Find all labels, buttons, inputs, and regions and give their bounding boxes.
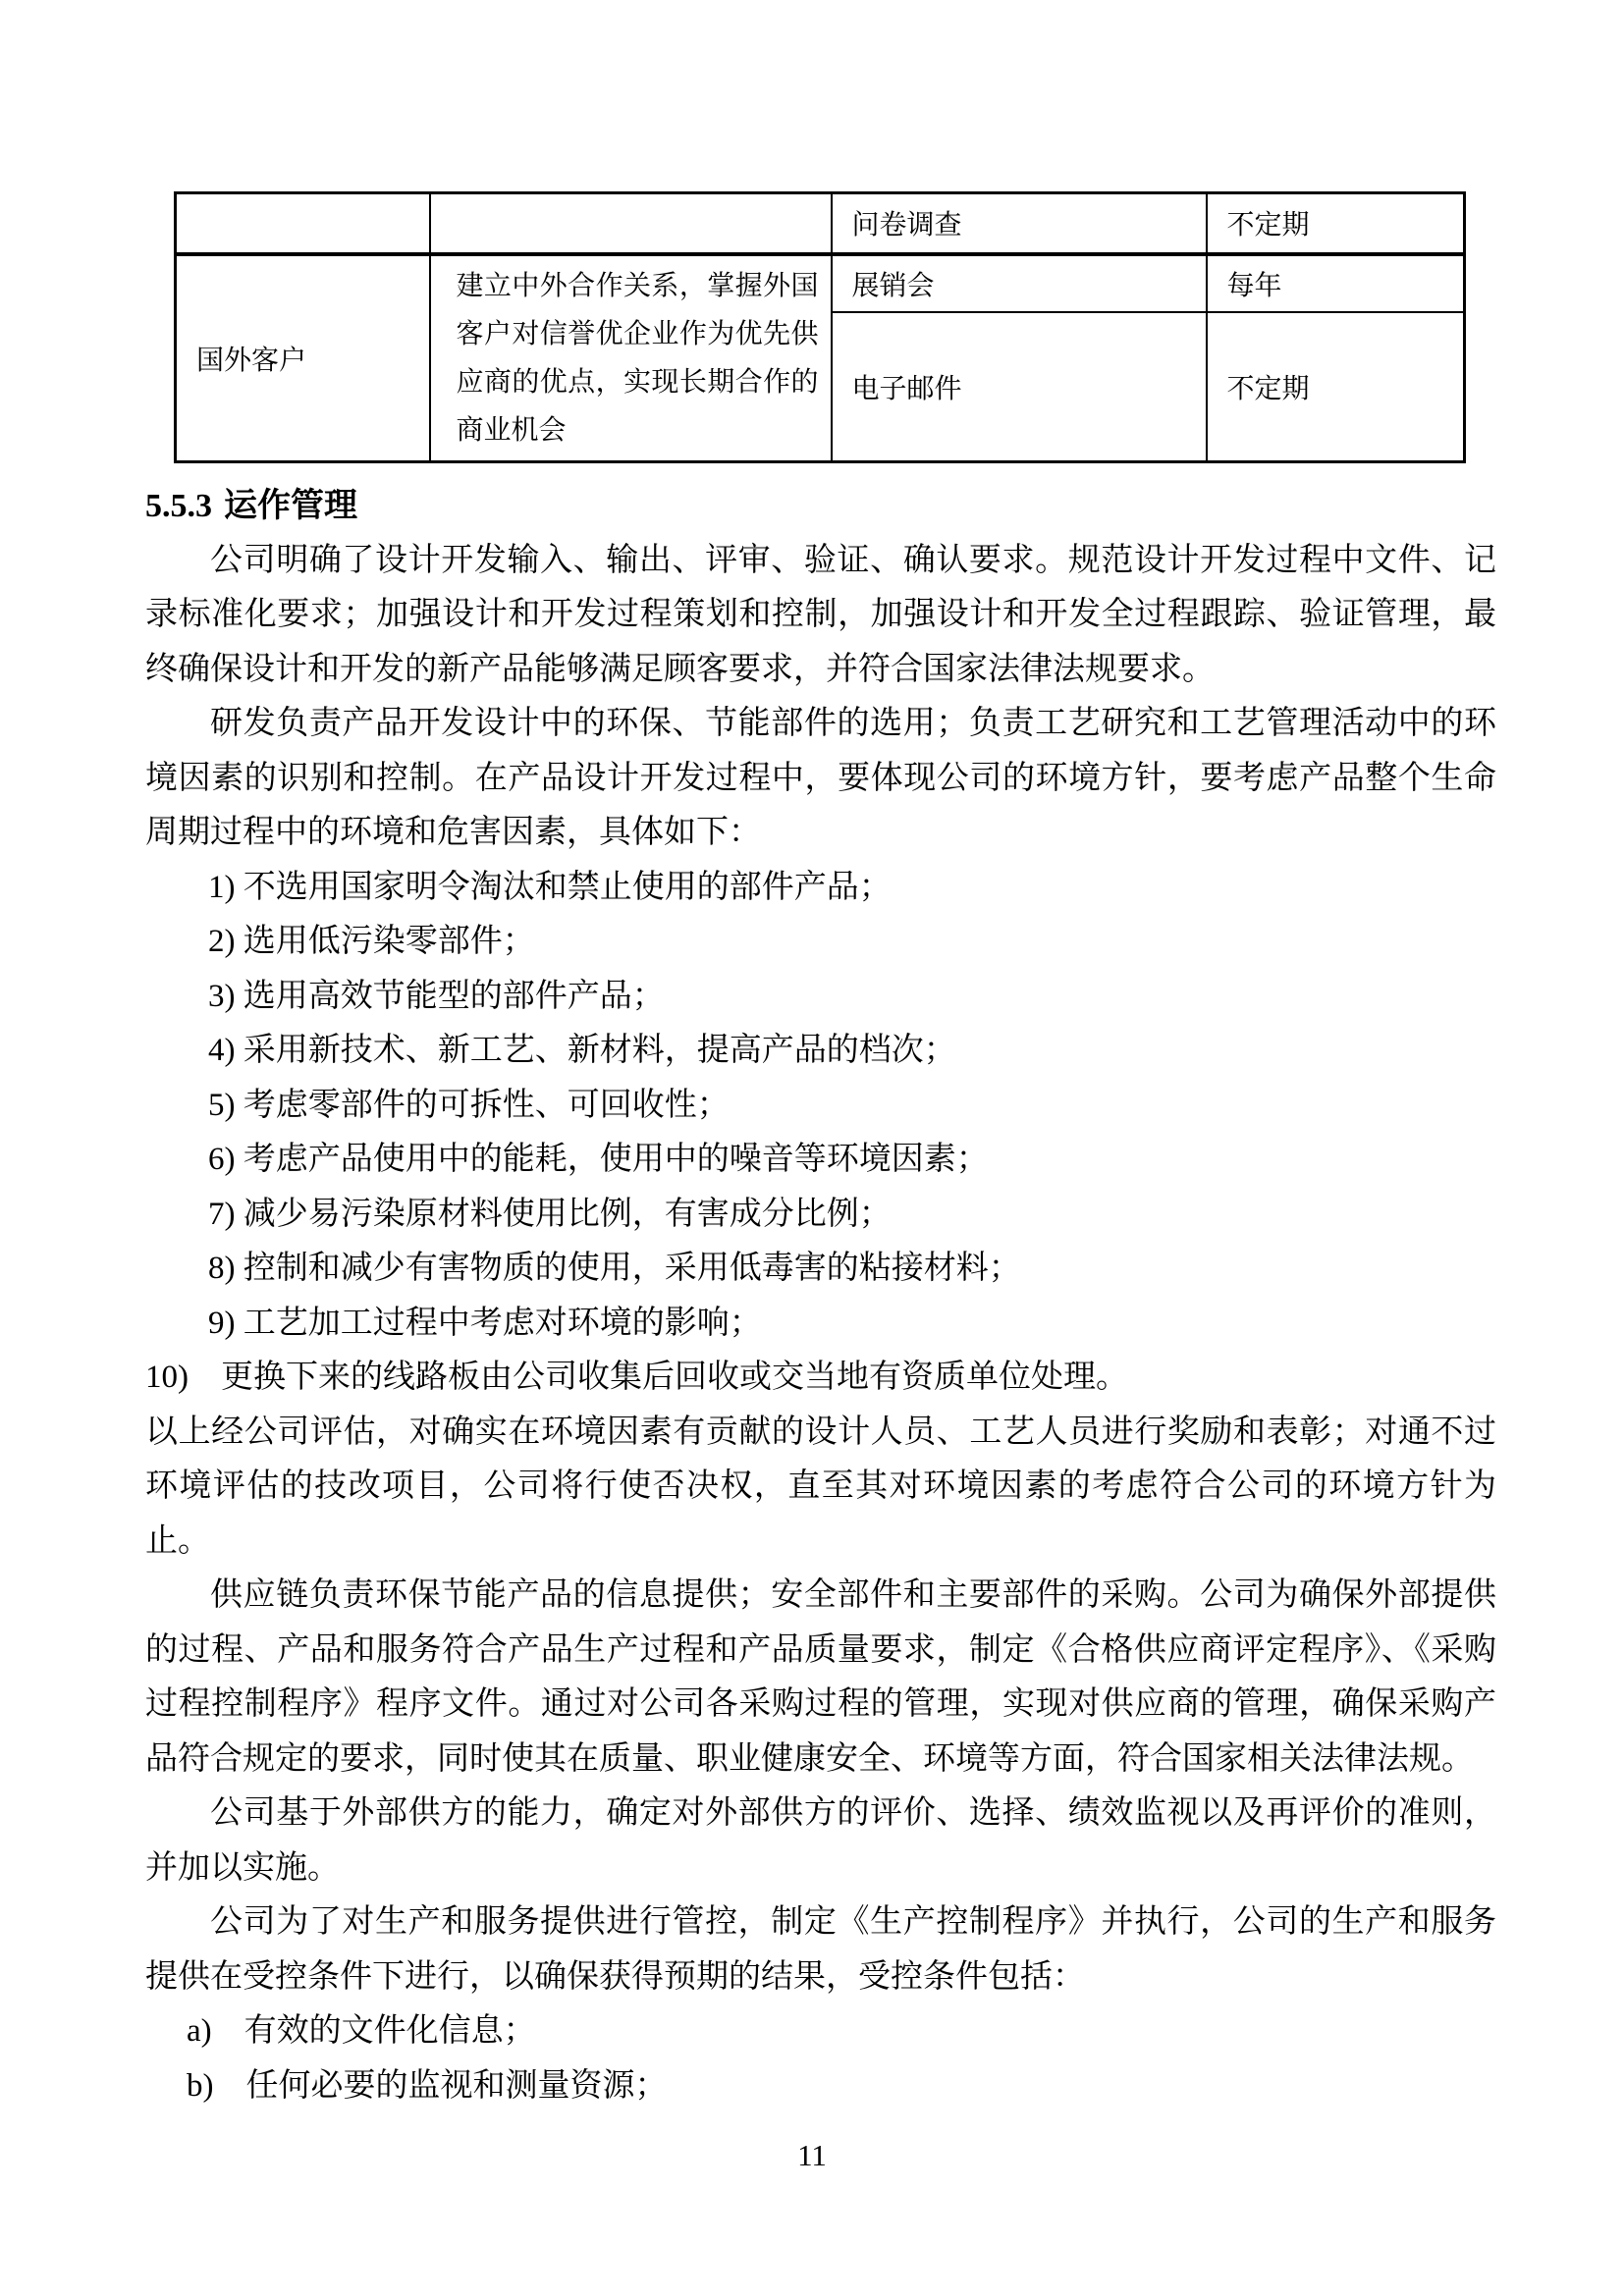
controlled-condition-list (145, 2004, 1496, 2113)
table-row-foreign-customer (176, 254, 1465, 312)
list-item: 4) 采用新技术、新工艺、新材料，提高产品的档次； (208, 1033, 956, 1068)
paragraph-evaluation: 以上经公司评估，对确实在环境因素有贡献的设计人员、工艺人员进行奖励和表彰；对通不过环境评估的技改项目，公司将行使否决权，直至其对环境因素的考虑符合公司的环境方针为止。 (145, 1414, 1496, 1559)
cell-frequency: 不定期 (1207, 312, 1465, 461)
table-row-continuation (176, 193, 1465, 254)
cell-customer-empty (176, 193, 430, 254)
list-item: a) 有效的文件化信息； (187, 2013, 536, 2049)
list-item: 5) 考虑零部件的可拆性、可回收性； (208, 1087, 730, 1123)
cell-strategy-empty (430, 193, 832, 254)
list-item: b) 任何必要的监视和测量资源； (187, 2067, 668, 2104)
cell-method: 展销会 (832, 254, 1207, 312)
list-item: 8) 控制和减少有害物质的使用，采用低毒害的粘接材料； (208, 1251, 1021, 1286)
cell-frequency: 每年 (1207, 254, 1465, 312)
list-item: 6) 考虑产品使用中的能耗，使用中的噪音等环境因素； (208, 1142, 989, 1177)
cell-strategy-description: 建立中外合作关系，掌握外国客户对信誉优企业作为优先供应商的优点，实现长期合作的商业机会 (430, 254, 832, 462)
section-number: 5.5.3 (145, 488, 212, 524)
cell-method: 电子邮件 (832, 312, 1207, 461)
environment-factor-list (145, 861, 1496, 1406)
list-item: 2) 选用低污染零部件； (208, 924, 535, 959)
page-number: 11 (797, 2138, 827, 2172)
list-item: 9) 工艺加工过程中考虑对环境的影响； (208, 1305, 762, 1341)
section-heading (145, 479, 1496, 534)
paragraph-supplier-evaluation: 公司基于外部供方的能力，确定对外部供方的评价、选择、绩效监视以及再评价的准则，并加以实施。 (145, 1795, 1496, 1886)
paragraph-rd-environment: 研发负责产品开发设计中的环保、节能部件的选用；负责工艺研究和工艺管理活动中的环境因素的识别和控制。在产品设计开发过程中，要体现公司的环境方针，要考虑产品整个生命周期过程中的环境和危害因素，具体如下： (145, 706, 1496, 850)
customer-communication-table (174, 191, 1466, 463)
paragraph-production-control: 公司为了对生产和服务提供进行管控，制定《生产控制程序》并执行，公司的生产和服务提供在受控条件下进行，以确保获得预期的结果，受控条件包括： (145, 1904, 1496, 1995)
paragraph-design-development: 公司明确了设计开发输入、输出、评审、验证、确认要求。规范设计开发过程中文件、记录标准化要求；加强设计和开发过程策划和控制，加强设计和开发全过程跟踪、验证管理，最终确保设计和开发的新产品能够满足顾客要求，并符合国家法律法规要求。 (145, 542, 1496, 687)
list-item: 7) 减少易污染原材料使用比例，有害成分比例； (208, 1196, 892, 1232)
list-item: 3) 选用高效节能型的部件产品； (208, 978, 665, 1014)
list-item: 1) 不选用国家明令淘汰和禁止使用的部件产品； (208, 869, 892, 905)
section-content (145, 479, 1496, 2113)
section-title: 运作管理 (224, 487, 357, 524)
cell-frequency: 不定期 (1207, 193, 1465, 254)
list-item: 10) 更换下来的线路板由公司收集后回收或交当地有资质单位处理。 (145, 1360, 1128, 1395)
cell-customer-type: 国外客户 (176, 254, 430, 462)
paragraph-supply-chain: 供应链负责环保节能产品的信息提供；安全部件和主要部件的采购。公司为确保外部提供的过程、产品和服务符合产品生产过程和产品质量要求，制定《合格供应商评定程序》、《采购过程控制程序》程序文件。通过对公司各采购过程的管理，实现对供应商的管理，确保采购产品符合规定的要求，同时使其在质量、职业健康安全、环境等方面，符合国家相关法律法规。 (145, 1577, 1496, 1777)
cell-method: 问卷调查 (832, 193, 1207, 254)
